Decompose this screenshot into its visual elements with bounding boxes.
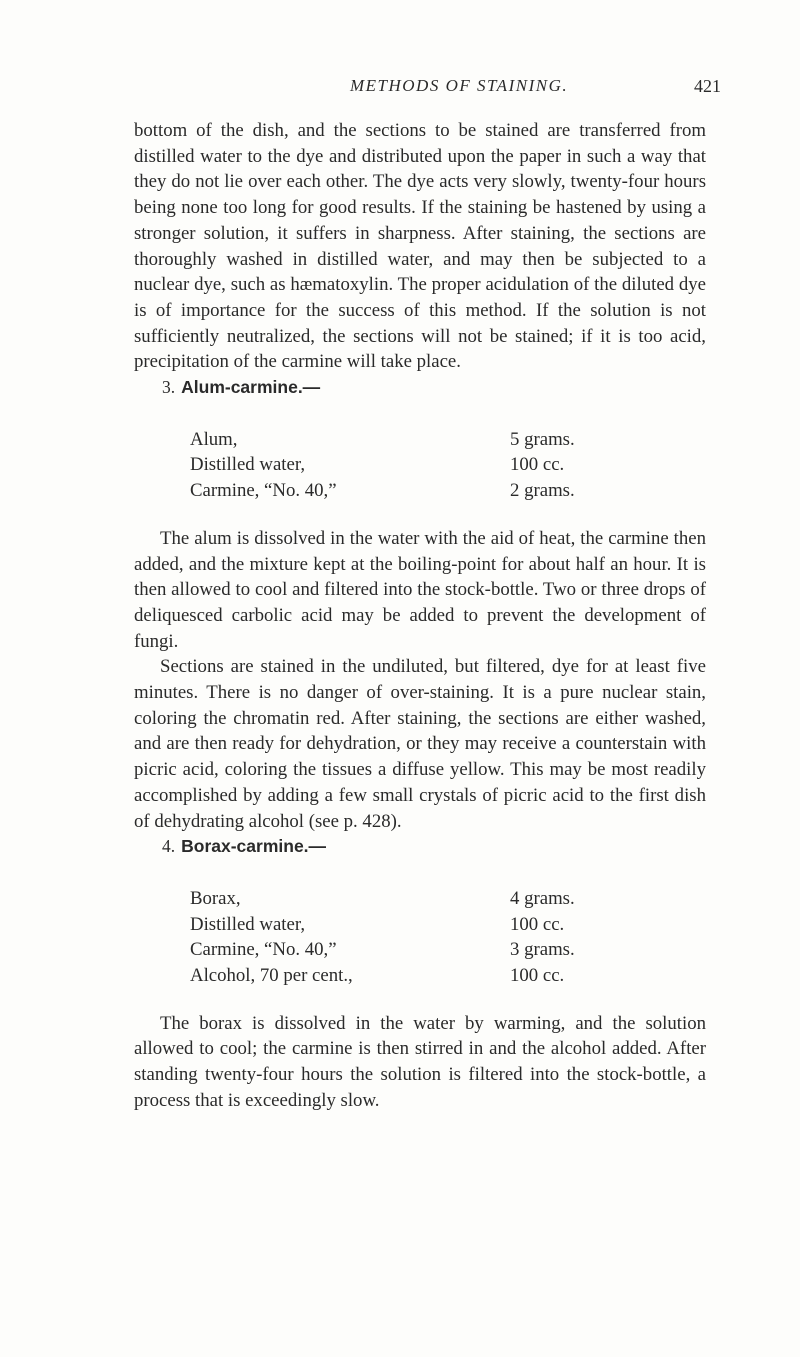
section-heading-borax-carmine [134,834,706,860]
ingredient: Distilled water, [190,913,306,935]
recipe-row [190,963,630,989]
paragraph-continuation: bottom of the dish, and the sections to be stained are transferred from distilled water to the dye and distributed upon the paper in such a way that they do not lie over each other. The dye acts very slowly, twenty-four hours being none too long for good results. If the staining be hastened by using a stronger solution, it suffers in sharpness. After staining, the sections are thoroughly washed in distilled water, and may then be subjected to a nuclear dye, such as hæmatoxylin. The proper acidulation of the diluted dye is of importance for the success of this method. If the solution is not sufficiently neutralized, the sections will not be stained; if it is too acid, precipitation of the carmine will take place. [134,120,706,373]
running-title: METHODS OF STAINING. [350,76,569,95]
recipe-borax-carmine [190,886,630,989]
section-title: Alum-carmine.— [181,377,321,398]
paragraph: Sections are stained in the undiluted, but filtered, dye for at least five minutes. There is no danger of over-staining. It is a pure nuclear stain, coloring the chromatin red. After staining, the sections are either washed, and are then ready for dehydration, or they may receive a counterstain with picric acid, coloring the tissues a diffuse yellow. This may be most readily accomplished by adding a few small crystals of picric acid to the first dish of dehydrating alcohol (see p. 428). [134,656,706,832]
amount: 2 grams. [510,480,575,502]
recipe-alum-carmine [190,427,630,504]
recipe-row [190,478,630,504]
paragraph: The borax is dissolved in the water by warming, and the solution allowed to cool; the carmine is then stirred in and the alcohol added. After standing twenty-four hours the solution is filtered into the stock-bottle, a process that is exceedingly slow. [134,1012,706,1111]
ingredient: Borax, [190,887,241,909]
amount: 100 cc. [510,965,565,986]
page-header [0,72,800,102]
ingredient: Carmine, “No. 40,” [190,939,337,961]
amount: 100 cc. [510,454,565,476]
ingredient: Carmine, “No. 40,” [190,480,337,502]
recipe-row [190,427,630,453]
section-number: 4. [162,836,176,857]
recipe-row [190,452,630,478]
section-title: Borax-carmine.— [181,836,327,857]
body-text [134,118,706,1114]
paragraph: The alum is dissolved in the water with the aid of heat, the carmine then added, and the mixture kept at the boiling-point for about half an hour. It is then allowed to cool and filtered into the stock-bottle. Two or three drops of deliquesced carbolic acid may be added to prevent the development of fungi. [134,527,706,652]
amount: 3 grams. [510,939,575,961]
ingredient: Alum, [190,428,238,450]
amount: 5 grams. [510,428,575,450]
page-number: 421 [694,76,721,96]
amount: 100 cc. [510,913,565,935]
ingredient: Distilled water, [190,454,306,476]
ingredient: Alcohol, 70 per cent., [190,965,353,986]
recipe-row [190,886,630,912]
recipe-row [190,937,630,963]
section-heading-alum-carmine [134,375,706,401]
recipe-row [190,912,630,938]
section-number: 3. [162,377,176,398]
amount: 4 grams. [510,887,575,909]
